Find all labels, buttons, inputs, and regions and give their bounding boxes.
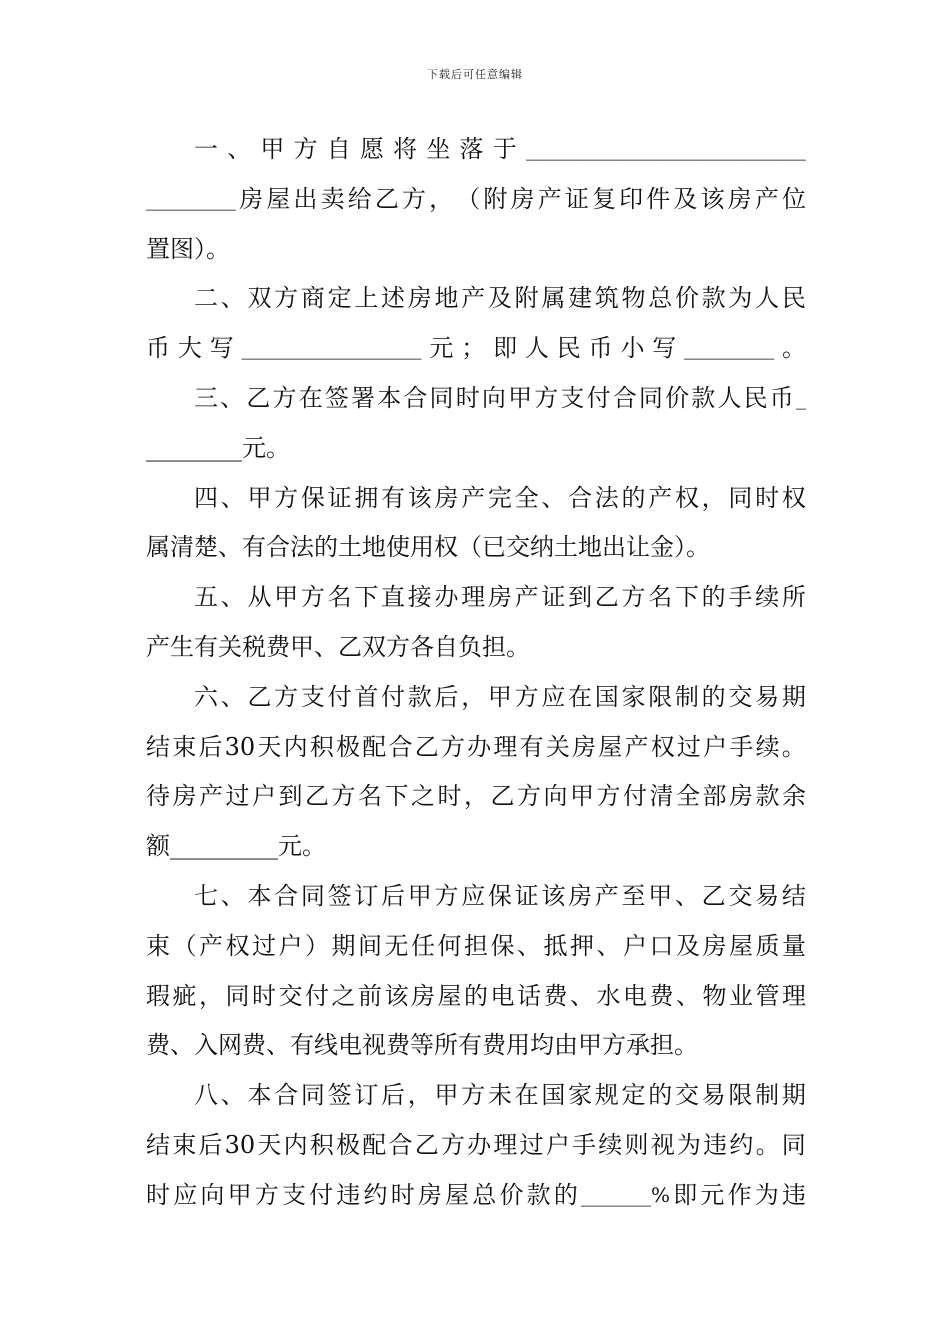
text-line: 瑕 疵 ， 同 时 交 付 之 前 该 房 屋 的 电 话 费 、 水 电 费 、 物 业 管 理 xyxy=(146,981,806,1010)
text-line: 时 应 向 甲 方 支 付 违 约 时 房 屋 总 价 款 的 _______% 即 元 作 为 违 xyxy=(146,1180,806,1209)
text-line: 五 、 从 甲 方 名 下 直 接 办 理 房 产 证 到 乙 方 名 下 的 手 续 所 xyxy=(194,583,806,612)
text-line: ________元。 xyxy=(146,433,290,462)
text-line: 束 （ 产 权 过 户 ） 期 间 无 任 何 担 保 、 抵 押 、 户 口 及 房 屋 质 量 xyxy=(146,931,806,960)
text-line: 产生有关税费甲、乙双方各自负担。 xyxy=(146,632,530,661)
text-line: 六 、 乙 方 支 付 首 付 款 后 ， 甲 方 应 在 国 家 限 制 的 交 易 期 xyxy=(194,682,806,711)
text-line: 币 大 写 __________________ 元 ； 即 人 民 币 小 写 _________ 。 xyxy=(146,334,806,363)
text-line: 四 、 甲 方 保 证 拥 有 该 房 产 完 全 、 合 法 的 产 权 ， 同 时 权 xyxy=(194,483,806,512)
text-line: 七 、 本 合 同 签 订 后 甲 方 应 保 证 该 房 产 至 甲 、 乙 交 易 结 xyxy=(194,881,806,910)
text-line: 置图）。 xyxy=(146,234,230,263)
text-line: 结 束 后 30 天 内 积 极 配 合 乙 方 办 理 有 关 房 屋 产 权 过 户 手 续 。 xyxy=(146,732,806,761)
text-line: 属清楚、有合法的土地使用权（已交纳土地出让金）。 xyxy=(146,533,710,562)
text-line: 一 、 甲 方 自 愿 将 坐 落 于 ____________________________ xyxy=(194,135,806,163)
text-line: 三 、 乙 方 在 签 署 本 合 同 时 向 甲 方 支 付 合 同 价 款 人 民 币 _ xyxy=(194,383,806,412)
page-header: 下载后可任意编辑 xyxy=(427,68,523,81)
text-line: 二 、 双 方 商 定 上 述 房 地 产 及 附 属 建 筑 物 总 价 款 为 人 民 xyxy=(194,284,806,313)
text-line: 额_________元。 xyxy=(146,832,326,861)
text-line: 八 、 本 合 同 签 订 后 ， 甲 方 未 在 国 家 规 定 的 交 易 限 制 期 xyxy=(194,1081,806,1110)
text-line: 结 束 后 30 天 内 积 极 配 合 乙 方 办 理 过 户 手 续 则 视 为 违 约 。 同 xyxy=(146,1130,806,1159)
text-line: _________ 房 屋 出 卖 给 乙 方 ， （ 附 房 产 证 复 印 件 及 该 房 产 位 xyxy=(146,184,806,213)
text-line: 费、入网费、有线电视费等所有费用均由甲方承担。 xyxy=(146,1031,698,1060)
text-line: 待 房 产 过 户 到 乙 方 名 下 之 时 ， 乙 方 向 甲 方 付 清 全 部 房 款 余 xyxy=(146,782,806,811)
contract-body xyxy=(146,125,806,1221)
